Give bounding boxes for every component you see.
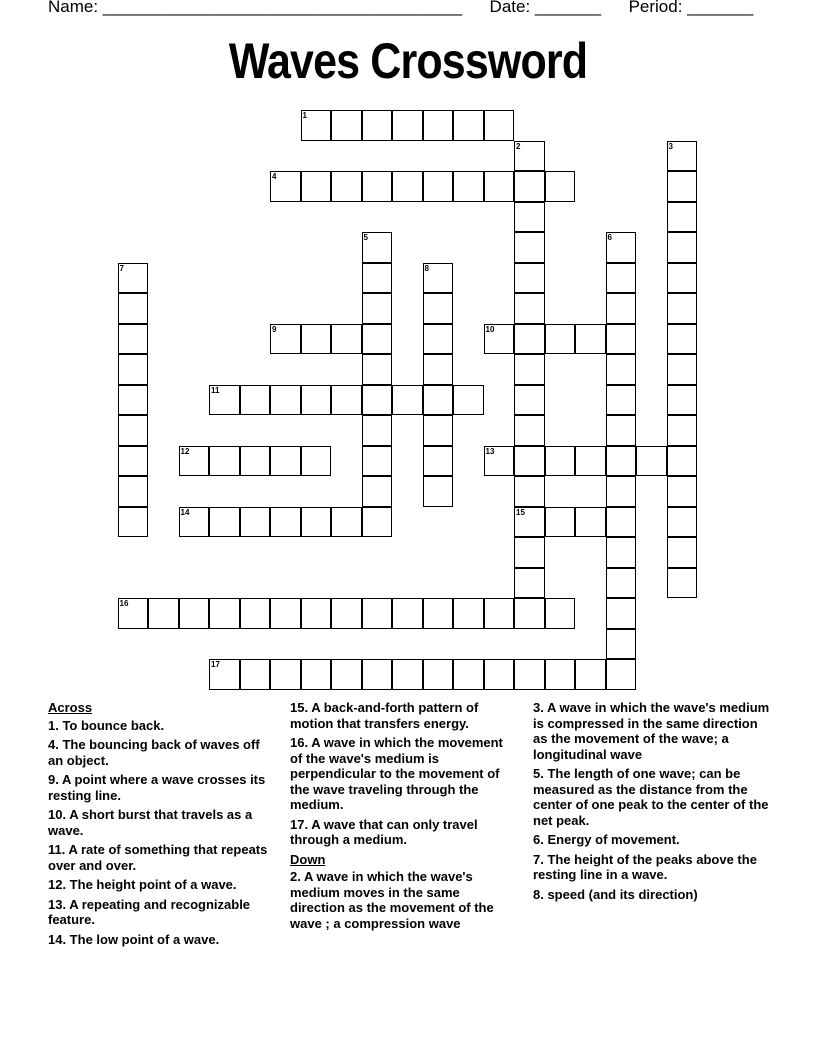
grid-cell[interactable]	[362, 385, 393, 416]
across-heading: Across	[48, 700, 93, 715]
grid-cell[interactable]	[118, 263, 149, 294]
grid-cell[interactable]	[514, 263, 545, 294]
grid-cell[interactable]	[423, 385, 454, 416]
clues-column-3	[533, 700, 773, 906]
grid-cell[interactable]	[423, 446, 454, 477]
clue-number: 7	[119, 263, 124, 273]
grid-cell[interactable]	[423, 354, 454, 385]
grid-cell[interactable]	[453, 385, 484, 416]
grid-cell[interactable]	[667, 232, 698, 263]
grid-cell[interactable]	[514, 415, 545, 446]
grid-cell[interactable]	[118, 598, 149, 629]
grid-cell[interactable]	[209, 659, 240, 690]
grid-cell[interactable]	[362, 354, 393, 385]
grid-cell[interactable]	[575, 507, 606, 538]
grid-cell[interactable]	[392, 659, 423, 690]
clue-number: 11	[211, 385, 220, 395]
grid-cell[interactable]	[667, 354, 698, 385]
grid-cell[interactable]	[514, 446, 545, 477]
grid-cell[interactable]	[270, 446, 301, 477]
clue-number: 5	[363, 233, 368, 242]
clue-number: 9	[272, 324, 277, 334]
grid-cell[interactable]	[484, 324, 515, 355]
grid-cell[interactable]	[575, 659, 606, 690]
clue-across-17: 17. A wave that can only travel through a medium.	[290, 816, 478, 847]
clue-number: 17	[211, 660, 220, 669]
grid-cell[interactable]	[301, 598, 332, 629]
period-field-label[interactable]: Period: _______	[628, 0, 754, 16]
grid-cell[interactable]	[667, 293, 698, 324]
grid-cell[interactable]	[331, 598, 362, 629]
grid-cell[interactable]	[606, 659, 637, 690]
grid-cell[interactable]	[453, 598, 484, 629]
page-title: Waves Crossword	[228, 33, 588, 89]
grid-cell[interactable]	[362, 598, 393, 629]
grid-cell[interactable]	[301, 659, 332, 690]
grid-cell[interactable]	[667, 202, 698, 233]
grid-cell[interactable]	[514, 537, 545, 568]
clue-down-7: 7. The height of the peaks above the resting line in a wave.	[533, 851, 757, 882]
grid-cell[interactable]	[331, 110, 362, 141]
grid-cell[interactable]	[270, 171, 301, 202]
date-field-label[interactable]: Date: _______	[489, 0, 602, 16]
grid-cell[interactable]	[606, 232, 637, 263]
grid-cell[interactable]	[453, 659, 484, 690]
grid-cell[interactable]	[453, 171, 484, 202]
grid-cell[interactable]	[362, 476, 393, 507]
grid-cell[interactable]	[118, 415, 149, 446]
grid-cell[interactable]	[209, 446, 240, 477]
grid-cell[interactable]	[636, 446, 667, 477]
grid-cell[interactable]	[667, 415, 698, 446]
clue-number: 15	[516, 507, 525, 517]
grid-cell[interactable]	[514, 476, 545, 507]
grid-cell[interactable]	[667, 446, 698, 477]
clue-number: 6	[607, 233, 612, 242]
clue-down-3: 3. A wave in which the wave's medium is compressed in the same direction as the movement of the wave; a longitudinal wave	[533, 700, 770, 762]
grid-cell[interactable]	[606, 415, 637, 446]
grid-cell[interactable]	[362, 507, 393, 538]
grid-cell[interactable]	[270, 385, 301, 416]
grid-cell[interactable]	[484, 659, 515, 690]
grid-cell[interactable]	[118, 324, 149, 355]
grid-cell[interactable]	[514, 293, 545, 324]
clue-number: 12	[180, 446, 190, 456]
grid-cell[interactable]	[606, 476, 637, 507]
grid-cell[interactable]	[514, 354, 545, 385]
grid-cell[interactable]	[240, 446, 271, 477]
grid-cell[interactable]	[362, 324, 393, 355]
clue-across-13: 13. A repeating and recognizable feature.	[48, 896, 251, 927]
grid-cell[interactable]	[179, 598, 210, 629]
clue-across-16: 16. A wave in which the movement of the wave's medium is perpendicular to the movement of the wave traveling through the medium.	[290, 735, 503, 812]
grid-cell[interactable]	[240, 507, 271, 538]
grid-cell[interactable]	[606, 385, 637, 416]
grid-cell[interactable]	[392, 110, 423, 141]
grid-cell[interactable]	[392, 385, 423, 416]
grid-cell[interactable]	[606, 568, 637, 599]
grid-cell[interactable]	[514, 568, 545, 599]
grid-cell[interactable]	[423, 263, 454, 294]
grid-cell[interactable]	[118, 385, 149, 416]
grid-cell[interactable]	[301, 171, 332, 202]
grid-cell[interactable]	[453, 110, 484, 141]
grid-cell[interactable]	[240, 598, 271, 629]
clue-down-6: 6. Energy of movement.	[533, 832, 680, 847]
grid-cell[interactable]	[423, 415, 454, 446]
clue-across-14: 14. The low point of a wave.	[48, 931, 220, 947]
grid-cell[interactable]	[270, 324, 301, 355]
grid-cell[interactable]	[667, 537, 698, 568]
grid-cell[interactable]	[301, 507, 332, 538]
grid-cell[interactable]	[362, 263, 393, 294]
grid-cell[interactable]	[331, 659, 362, 690]
clue-across-15: 15. A back-and-forth pattern of motion that transfers energy.	[290, 700, 479, 731]
grid-cell[interactable]	[301, 110, 332, 141]
clue-number: 3	[668, 141, 673, 151]
grid-cell[interactable]	[362, 446, 393, 477]
grid-cell[interactable]	[545, 507, 576, 538]
grid-cell[interactable]	[148, 598, 179, 629]
grid-cell[interactable]	[362, 415, 393, 446]
grid-cell[interactable]	[606, 293, 637, 324]
grid-cell[interactable]	[667, 568, 698, 599]
clue-across-10: 10. A short burst that travels as a wave.	[48, 807, 253, 838]
clues-column-1	[48, 700, 273, 951]
clue-across-4: 4. The bouncing back of waves off an object.	[48, 737, 260, 768]
grid-cell[interactable]	[118, 293, 149, 324]
grid-cell[interactable]	[667, 507, 698, 538]
grid-cell[interactable]	[362, 659, 393, 690]
grid-cell[interactable]	[545, 324, 576, 355]
grid-cell[interactable]	[575, 324, 606, 355]
grid-cell[interactable]	[270, 598, 301, 629]
grid-cell[interactable]	[423, 293, 454, 324]
grid-cell[interactable]	[545, 659, 576, 690]
grid-cell[interactable]	[331, 507, 362, 538]
down-heading: Down	[290, 851, 326, 867]
grid-cell[interactable]	[362, 110, 393, 141]
grid-cell[interactable]	[575, 446, 606, 477]
clue-down-5: 5. The length of one wave; can be measured as the distance from the center of one peak to the center of the net peak.	[533, 766, 769, 828]
grid-cell[interactable]	[423, 171, 454, 202]
grid-cell[interactable]	[423, 324, 454, 355]
grid-cell[interactable]	[484, 110, 515, 141]
grid-cell[interactable]	[301, 385, 332, 416]
clue-across-11: 11. A rate of something that repeats over and over.	[48, 842, 268, 873]
clue-number: 10	[485, 324, 495, 334]
grid-cell[interactable]	[606, 263, 637, 294]
grid-cell[interactable]	[209, 385, 240, 416]
grid-cell[interactable]	[606, 446, 637, 477]
grid-cell[interactable]	[514, 141, 545, 172]
grid-cell[interactable]	[667, 324, 698, 355]
grid-cell[interactable]	[514, 171, 545, 202]
grid-cell[interactable]	[118, 476, 149, 507]
grid-cell[interactable]	[514, 385, 545, 416]
grid-cell[interactable]	[423, 598, 454, 629]
grid-cell[interactable]	[514, 598, 545, 629]
clue-number: 8	[424, 263, 429, 273]
grid-cell[interactable]	[606, 629, 637, 660]
grid-cell[interactable]	[118, 507, 149, 538]
grid-cell[interactable]	[514, 659, 545, 690]
grid-cell[interactable]	[270, 507, 301, 538]
grid-cell[interactable]	[545, 598, 576, 629]
clue-down-2: 2. A wave in which the wave's medium moves in the same direction as the movement of the wave ; a compression wave	[290, 869, 494, 931]
grid-cell[interactable]	[545, 446, 576, 477]
clue-across-1: 1. To bounce back.	[48, 717, 165, 733]
grid-cell[interactable]	[514, 202, 545, 233]
grid-cell[interactable]	[667, 476, 698, 507]
grid-cell[interactable]	[331, 324, 362, 355]
grid-cell[interactable]	[667, 141, 698, 172]
grid-cell[interactable]	[484, 171, 515, 202]
grid-cell[interactable]	[484, 598, 515, 629]
grid-cell[interactable]	[179, 446, 210, 477]
grid-cell[interactable]	[301, 446, 332, 477]
grid-cell[interactable]	[240, 659, 271, 690]
grid-cell[interactable]	[118, 446, 149, 477]
grid-cell[interactable]	[423, 110, 454, 141]
clues-column-2	[290, 700, 515, 935]
grid-cell[interactable]	[392, 598, 423, 629]
grid-cell[interactable]	[240, 385, 271, 416]
clue-across-9: 9. A point where a wave crosses its resting line.	[48, 772, 266, 803]
grid-cell[interactable]	[514, 324, 545, 355]
grid-cell[interactable]	[423, 659, 454, 690]
grid-cell[interactable]	[667, 171, 698, 202]
grid-cell[interactable]	[667, 263, 698, 294]
grid-cell[interactable]	[514, 232, 545, 263]
grid-cell[interactable]	[423, 476, 454, 507]
clue-across-12: 12. The height point of a wave.	[48, 877, 237, 892]
grid-cell[interactable]	[606, 537, 637, 568]
grid-cell[interactable]	[606, 598, 637, 629]
clue-number: 14	[180, 507, 190, 517]
clue-number: 2	[516, 141, 521, 151]
grid-cell[interactable]	[545, 171, 576, 202]
grid-cell[interactable]	[484, 446, 515, 477]
grid-cell[interactable]	[362, 293, 393, 324]
grid-cell[interactable]	[331, 385, 362, 416]
grid-cell[interactable]	[606, 354, 637, 385]
grid-cell[interactable]	[667, 385, 698, 416]
grid-cell[interactable]	[606, 507, 637, 538]
grid-cell[interactable]	[301, 324, 332, 355]
grid-cell[interactable]	[270, 659, 301, 690]
grid-cell[interactable]	[179, 507, 210, 538]
clue-number: 16	[119, 599, 129, 608]
grid-cell[interactable]	[209, 598, 240, 629]
grid-cell[interactable]	[514, 507, 545, 538]
name-field-label[interactable]: Name: ______________________________________	[48, 0, 463, 16]
grid-cell[interactable]	[362, 232, 393, 263]
grid-cell[interactable]	[331, 171, 362, 202]
grid-cell[interactable]	[118, 354, 149, 385]
grid-cell[interactable]	[392, 171, 423, 202]
grid-cell[interactable]	[209, 507, 240, 538]
grid-cell[interactable]	[362, 171, 393, 202]
clue-number: 4	[272, 172, 277, 181]
grid-cell[interactable]	[606, 324, 637, 355]
clue-number: 1	[302, 111, 307, 120]
clue-number: 13	[485, 446, 495, 456]
clue-down-8: 8. speed (and its direction)	[533, 886, 698, 902]
